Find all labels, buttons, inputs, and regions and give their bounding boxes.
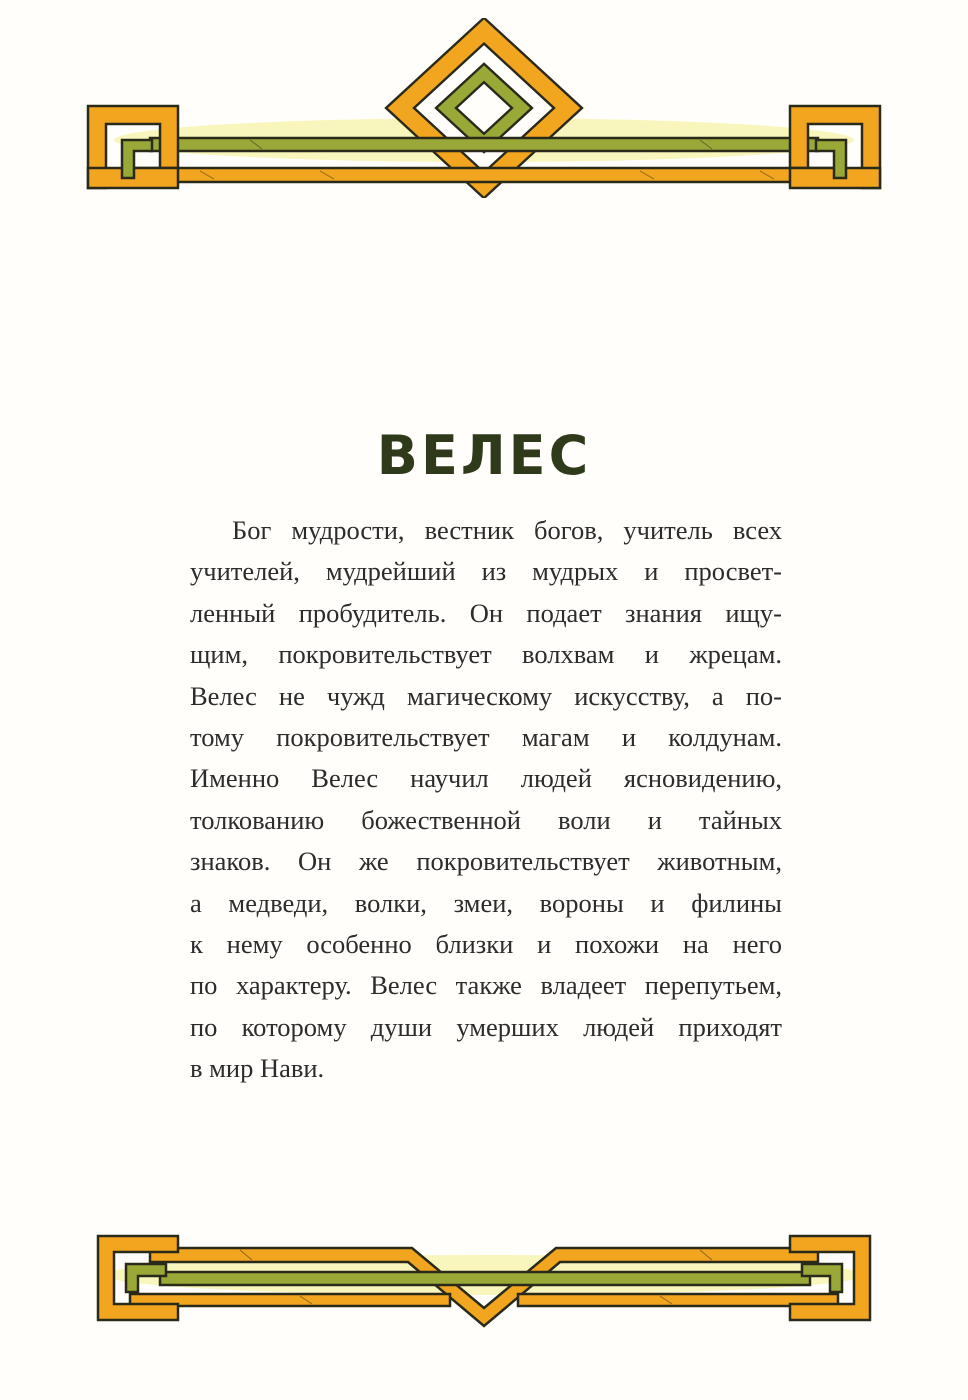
bottom-ornament-icon bbox=[0, 1230, 968, 1330]
text-line: знаков. Он же покровительствует животным, bbox=[190, 846, 782, 877]
text-line: Бог мудрости, вестник богов, учитель всех bbox=[232, 515, 782, 545]
text-line: Велес не чужд магическому искусству, а по- bbox=[190, 680, 782, 711]
top-ornament-icon bbox=[0, 18, 968, 198]
text-line: по характеру. Велес также владеет перепутьем, bbox=[190, 970, 782, 1001]
text-line: а медведи, волки, змеи, вороны и филины bbox=[190, 887, 782, 918]
text-line: Именно Велес научил людей ясновидению, bbox=[190, 763, 782, 794]
body-paragraph bbox=[190, 510, 782, 1090]
text-line: ленный пробудитель. Он подает знания ищу- bbox=[190, 597, 782, 628]
text-line: толкованию божественной воли и тайных bbox=[190, 804, 782, 835]
text-line: к нему особенно близки и похожи на него bbox=[190, 929, 782, 960]
text-line: щим, покровительствует волхвам и жрецам. bbox=[190, 639, 782, 670]
text-line: учителей, мудрейший из мудрых и просвет- bbox=[190, 556, 782, 587]
page-title: ВЕЛЕС bbox=[376, 424, 592, 488]
text-line: по которому души умерших людей приходят bbox=[190, 1011, 782, 1042]
text-line: в мир Нави. bbox=[190, 1053, 325, 1084]
text-line: тому покровительствует магам и колдунам. bbox=[190, 722, 782, 753]
